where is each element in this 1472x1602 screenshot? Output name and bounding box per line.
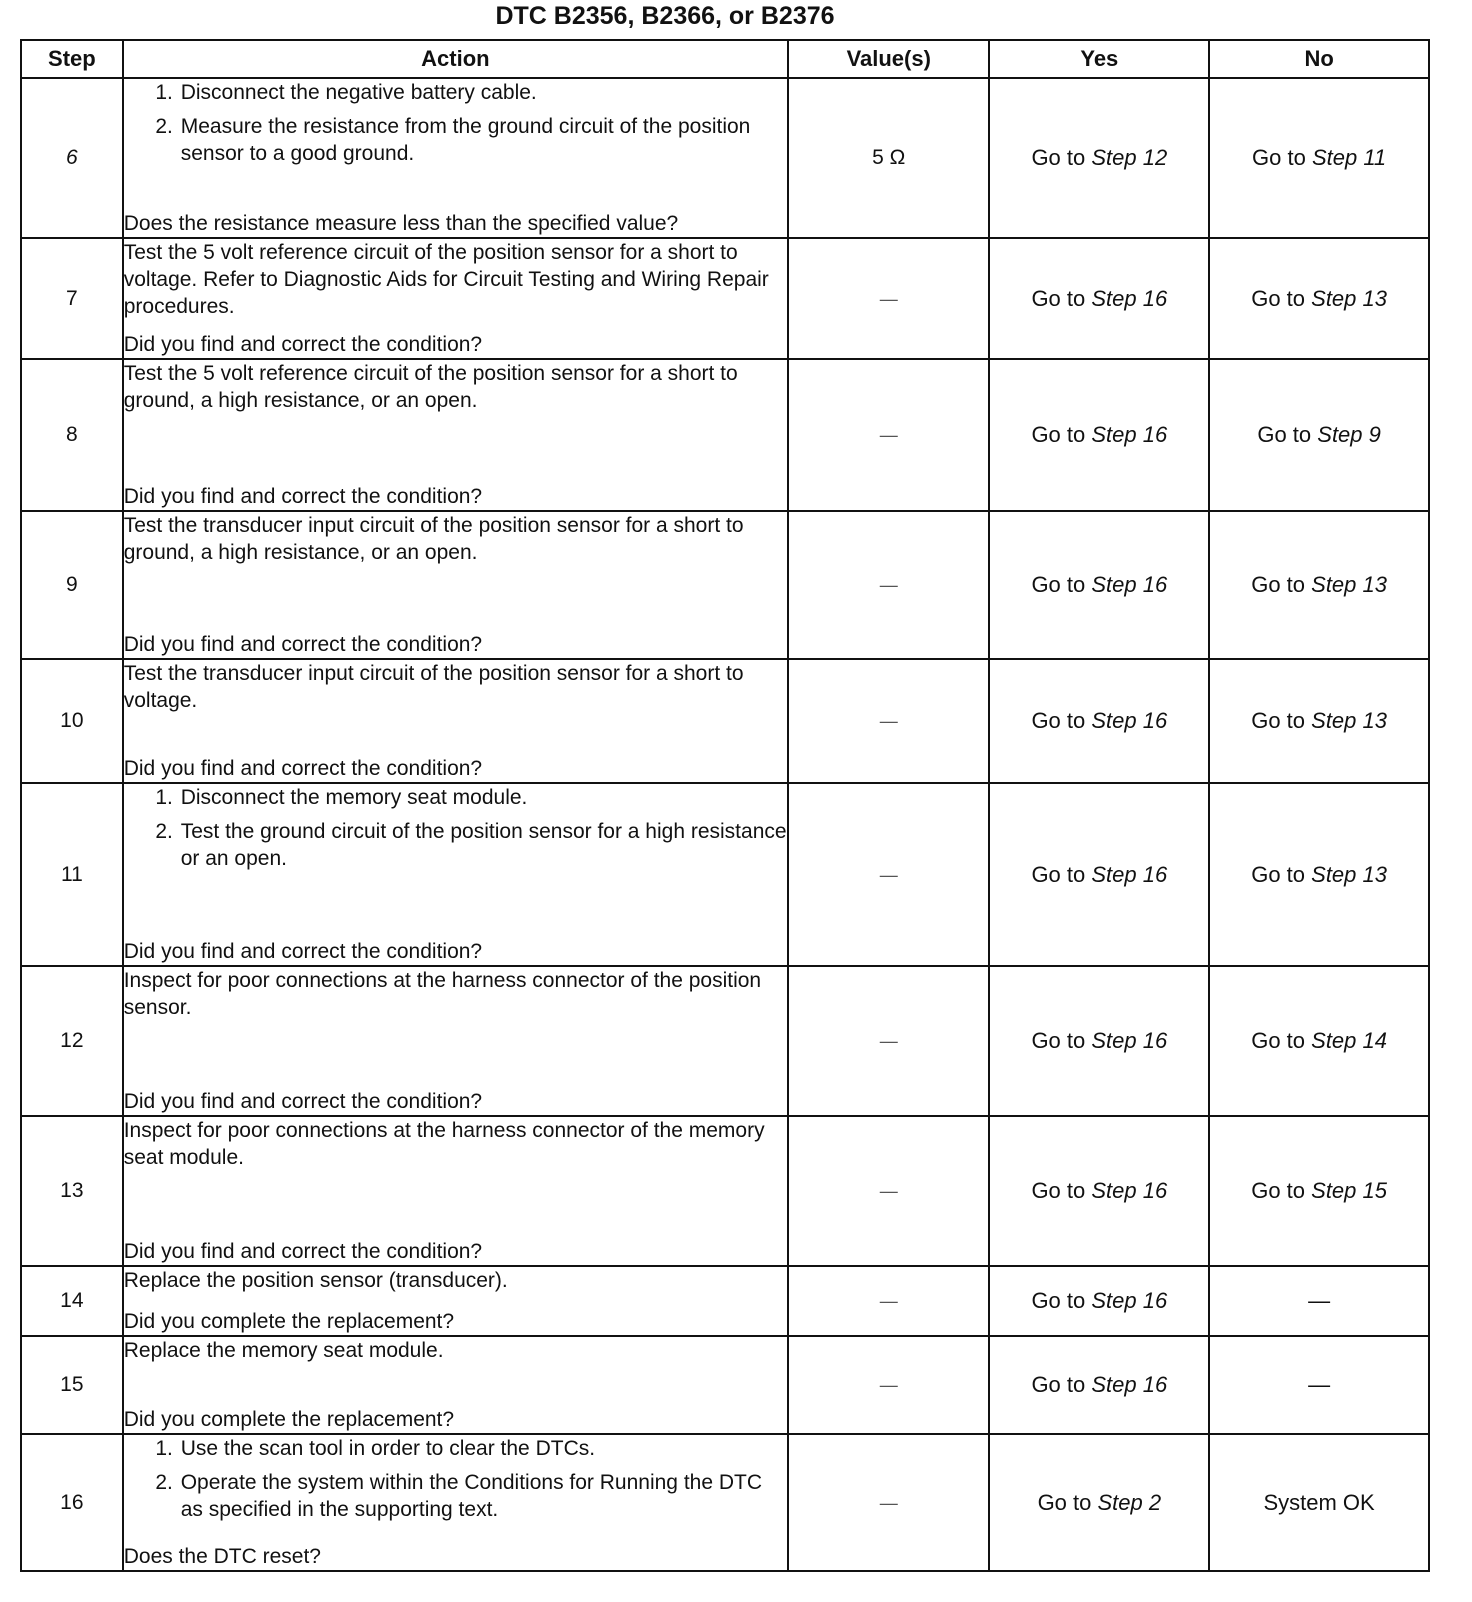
table-row <box>21 966 1429 1116</box>
no-text: — <box>1308 1288 1331 1313</box>
no-cell <box>1209 511 1429 659</box>
step-number: 13 <box>21 1116 123 1266</box>
goto-step-ref: Step 9 <box>1317 422 1381 447</box>
goto-step-ref: Step 12 <box>1091 145 1168 170</box>
value-text: — <box>879 1181 898 1201</box>
goto-step-ref: Step 16 <box>1091 285 1168 311</box>
table-row <box>21 783 1429 966</box>
yes-cell <box>989 1116 1209 1266</box>
table-row <box>21 238 1429 359</box>
yes-cell <box>989 659 1209 783</box>
goto-step-ref: Step 13 <box>1311 708 1387 733</box>
action-steps-list <box>124 784 787 876</box>
action-content <box>124 1435 787 1570</box>
header-action: Action <box>123 40 788 78</box>
goto-step-ref: Step 13 <box>1311 285 1387 311</box>
no-cell <box>1209 1336 1429 1434</box>
table-row <box>21 78 1429 238</box>
action-text-block <box>124 360 787 414</box>
action-question: Did you find and correct the condition? <box>123 1240 483 1263</box>
value-cell <box>788 1116 989 1266</box>
value-cell <box>788 966 989 1116</box>
goto-prefix: Go to <box>1031 1372 1086 1397</box>
action-cell <box>123 1116 788 1266</box>
goto-step-ref: Step 16 <box>1091 861 1168 887</box>
action-step-item: 2. Operate the system within the Conditions for Running the DTC as specified in the supporting text. <box>179 1469 787 1523</box>
yes-cell <box>989 359 1209 511</box>
goto-step-ref: Step 13 <box>1311 572 1387 597</box>
goto-prefix: Go to <box>1031 572 1086 597</box>
no-text: — <box>1308 1372 1331 1397</box>
goto-prefix: Go to <box>1031 1288 1086 1313</box>
action-cell <box>123 238 788 359</box>
action-cell <box>123 1336 788 1434</box>
header-row <box>21 40 1429 78</box>
action-step-item: 1. Disconnect the negative battery cable. <box>179 79 787 106</box>
step-number: 16 <box>21 1434 123 1571</box>
yes-cell <box>989 1434 1209 1571</box>
yes-cell <box>989 783 1209 966</box>
value-text: — <box>879 1031 898 1051</box>
yes-cell <box>989 966 1209 1116</box>
value-text: — <box>879 1492 898 1513</box>
action-question: Did you find and correct the condition? <box>123 1090 483 1113</box>
step-number: 9 <box>21 511 123 659</box>
no-cell <box>1209 359 1429 511</box>
yes-cell <box>989 238 1209 359</box>
header-step: Step <box>21 40 123 78</box>
goto-step-ref: Step 11 <box>1311 145 1387 170</box>
step-number: 12 <box>21 966 123 1116</box>
goto-prefix: Go to <box>1031 861 1086 887</box>
action-content <box>124 967 787 1115</box>
action-text: Inspect for poor connections at the harness connector of the position sensor. <box>123 969 762 1019</box>
action-text-block <box>124 512 787 566</box>
no-cell <box>1209 1116 1429 1266</box>
value-cell <box>788 1336 989 1434</box>
goto-step-ref: Step 16 <box>1091 1178 1168 1203</box>
no-cell <box>1209 238 1429 359</box>
goto-prefix: Go to <box>1257 422 1312 447</box>
table-row <box>21 1116 1429 1266</box>
header-yes: Yes <box>989 40 1209 78</box>
goto-step-ref: Step 16 <box>1091 422 1168 447</box>
value-text: — <box>879 288 898 309</box>
yes-cell <box>989 78 1209 238</box>
value-text: — <box>879 1291 898 1311</box>
goto-prefix: Go to <box>1251 572 1306 597</box>
no-cell <box>1209 659 1429 783</box>
value-cell <box>788 359 989 511</box>
goto-prefix: Go to <box>1031 422 1086 447</box>
value-text: — <box>879 575 898 595</box>
action-content <box>124 79 787 237</box>
value-cell <box>788 659 989 783</box>
action-question: Does the resistance measure less than the specified value? <box>123 212 679 235</box>
action-question: Did you find and correct the condition? <box>123 940 483 963</box>
yes-cell <box>989 1266 1209 1336</box>
action-step-item: 1. Disconnect the memory seat module. <box>179 784 787 811</box>
action-text-block <box>124 239 787 320</box>
step-number: 14 <box>21 1266 123 1336</box>
action-step-item: 2. Measure the resistance from the ground circuit of the position sensor to a good ground. <box>179 113 787 167</box>
goto-step-ref: Step 13 <box>1311 861 1387 887</box>
header-no: No <box>1209 40 1429 78</box>
table-row <box>21 511 1429 659</box>
action-question: Did you complete the replacement? <box>123 1310 455 1333</box>
value-text: — <box>879 425 898 445</box>
action-text-block <box>124 1337 787 1364</box>
no-text: System OK <box>1263 1489 1375 1515</box>
goto-prefix: Go to <box>1252 145 1306 170</box>
goto-step-ref: Step 16 <box>1091 1372 1168 1397</box>
step-number: 10 <box>21 659 123 783</box>
goto-prefix: Go to <box>1037 1489 1092 1515</box>
action-cell <box>123 359 788 511</box>
action-content <box>124 784 787 965</box>
action-text-block <box>124 967 787 1021</box>
action-text-block <box>124 660 787 714</box>
value-cell <box>788 1434 989 1571</box>
value-text: 5 Ω <box>872 146 906 169</box>
value-cell <box>788 783 989 966</box>
goto-prefix: Go to <box>1031 145 1086 170</box>
goto-step-ref: Step 16 <box>1091 1028 1168 1053</box>
step-number: 15 <box>21 1336 123 1434</box>
action-cell <box>123 511 788 659</box>
table-row <box>21 1266 1429 1336</box>
action-step-item: 2. Test the ground circuit of the position sensor for a high resistance or an open. <box>179 818 787 872</box>
value-cell <box>788 1266 989 1336</box>
yes-cell <box>989 1336 1209 1434</box>
action-text-block <box>124 1117 787 1171</box>
action-text: Test the transducer input circuit of the position sensor for a short to ground, a high resistance, or an open. <box>123 514 744 564</box>
table-body <box>21 78 1429 1571</box>
action-question: Did you find and correct the condition? <box>123 633 483 656</box>
step-number: 7 <box>21 238 123 359</box>
step-number: 6 <box>21 78 123 238</box>
goto-prefix: Go to <box>1031 708 1086 733</box>
action-content <box>124 1117 787 1265</box>
no-cell <box>1209 783 1429 966</box>
goto-prefix: Go to <box>1031 1178 1086 1203</box>
table-row <box>21 659 1429 783</box>
goto-prefix: Go to <box>1251 708 1306 733</box>
action-cell <box>123 659 788 783</box>
action-content <box>124 360 787 510</box>
header-values: Value(s) <box>788 40 989 78</box>
step-number: 11 <box>21 783 123 966</box>
action-cell <box>123 1266 788 1336</box>
table-row <box>21 1336 1429 1434</box>
action-content <box>124 239 787 358</box>
action-cell <box>123 1434 788 1571</box>
action-text: Replace the position sensor (transducer). <box>123 1269 508 1292</box>
action-question: Does the DTC reset? <box>123 1545 321 1568</box>
no-cell <box>1209 1266 1429 1336</box>
action-text: Test the transducer input circuit of the position sensor for a short to voltage. <box>123 662 744 712</box>
goto-step-ref: Step 16 <box>1091 1288 1168 1313</box>
no-cell <box>1209 1434 1429 1571</box>
diagnostic-table <box>20 39 1430 1572</box>
no-cell <box>1209 78 1429 238</box>
goto-step-ref: Step 2 <box>1097 1489 1162 1515</box>
value-cell <box>788 78 989 238</box>
value-text: — <box>879 1375 898 1395</box>
action-content <box>124 1267 787 1335</box>
action-question: Did you find and correct the condition? <box>123 333 483 356</box>
action-content <box>124 660 787 782</box>
value-text: — <box>879 711 898 731</box>
step-number: 8 <box>21 359 123 511</box>
action-text: Test the 5 volt reference circuit of the position sensor for a short to voltage. Refer to Diagnostic Aids for Circuit Testing and Wiring Repair procedures. <box>123 241 769 318</box>
goto-prefix: Go to <box>1251 285 1306 311</box>
no-cell <box>1209 966 1429 1116</box>
goto-prefix: Go to <box>1251 861 1306 887</box>
value-text: — <box>879 864 898 885</box>
action-text: Inspect for poor connections at the harness connector of the memory seat module. <box>123 1119 765 1169</box>
goto-step-ref: Step 16 <box>1091 572 1168 597</box>
goto-prefix: Go to <box>1031 285 1086 311</box>
goto-step-ref: Step 15 <box>1311 1178 1387 1203</box>
goto-step-ref: Step 16 <box>1091 708 1168 733</box>
table-row <box>21 359 1429 511</box>
action-question: Did you find and correct the condition? <box>123 757 483 780</box>
yes-cell <box>989 511 1209 659</box>
action-cell <box>123 78 788 238</box>
goto-step-ref: Step 14 <box>1311 1028 1387 1053</box>
action-text: Test the 5 volt reference circuit of the position sensor for a short to ground, a high resistance, or an open. <box>123 362 738 412</box>
goto-prefix: Go to <box>1251 1178 1306 1203</box>
action-question: Did you find and correct the condition? <box>123 485 483 508</box>
action-steps-list <box>124 79 787 171</box>
action-content <box>124 1337 787 1433</box>
action-question: Did you complete the replacement? <box>123 1408 455 1431</box>
action-cell <box>123 966 788 1116</box>
action-cell <box>123 783 788 966</box>
action-text-block <box>124 1267 787 1294</box>
action-step-item: 1. Use the scan tool in order to clear the DTCs. <box>179 1435 787 1462</box>
value-cell <box>788 511 989 659</box>
action-text: Replace the memory seat module. <box>123 1339 444 1362</box>
goto-prefix: Go to <box>1251 1028 1306 1053</box>
table-row <box>21 1434 1429 1571</box>
action-steps-list <box>124 1435 787 1527</box>
page-title: DTC B2356, B2366, or B2376 <box>495 2 835 30</box>
action-content <box>124 512 787 658</box>
value-cell <box>788 238 989 359</box>
goto-prefix: Go to <box>1031 1028 1086 1053</box>
